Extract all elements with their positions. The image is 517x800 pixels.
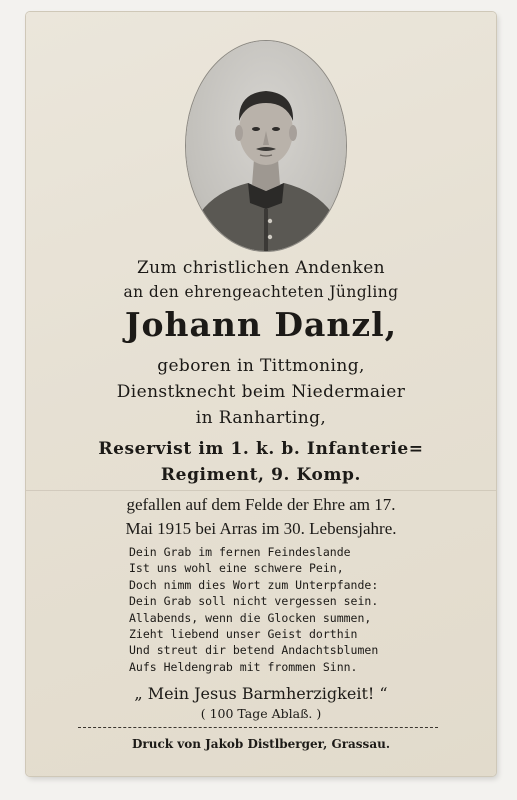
- intro-line-1: Zum christlichen Andenken: [136, 258, 386, 278]
- poem-line: Aufs Heldengrab mit frommen Sinn.: [129, 659, 358, 674]
- dotted-divider: [78, 727, 438, 728]
- death-line-2: Mai 1915 bei Arras im 30. Lebensjahre.: [125, 519, 397, 538]
- intro-line-2: an den ehrengeachteten Jüngling: [123, 283, 399, 301]
- paper-crease: [26, 490, 496, 491]
- occupation-line: Dienstknecht beim Niedermaier: [116, 382, 406, 402]
- poem-line: Allabends, wenn die Glocken summen,: [129, 610, 372, 625]
- death-line-1: gefallen auf dem Felde der Ehre am 17.: [126, 495, 396, 514]
- birthplace-line: geboren in Tittmoning,: [157, 356, 365, 376]
- poem-line: Dein Grab soll nicht vergessen sein.: [129, 594, 379, 609]
- printer-credit: Druck von Jakob Distlberger, Grassau.: [131, 737, 390, 751]
- regiment-line-1: Reservist im 1. k. b. Infanterie=: [98, 439, 424, 459]
- place-line: in Ranharting,: [195, 408, 327, 428]
- regiment-line-2: Regiment, 9. Komp.: [160, 465, 362, 485]
- portrait-photo: [186, 41, 346, 251]
- poem-line: Dein Grab im fernen Feindeslande: [129, 545, 351, 559]
- memorial-poem: [129, 544, 429, 675]
- poem-line: Ist uns wohl eine schwere Pein,: [129, 561, 344, 576]
- memorial-card: [26, 12, 496, 776]
- poem-line: Doch nimm dies Wort zum Unterpfande:: [129, 577, 379, 592]
- deceased-name: Johann Danzl,: [124, 305, 398, 344]
- poem-line: Und streut dir betend Andachtsblumen: [129, 643, 379, 658]
- indulgence-note: ( 100 Tage Ablaß. ): [200, 706, 322, 721]
- prayer-motto: „ Mein Jesus Barmherzigkeit! “: [134, 684, 388, 703]
- poem-line: Zieht liebend unser Geist dorthin: [129, 627, 358, 642]
